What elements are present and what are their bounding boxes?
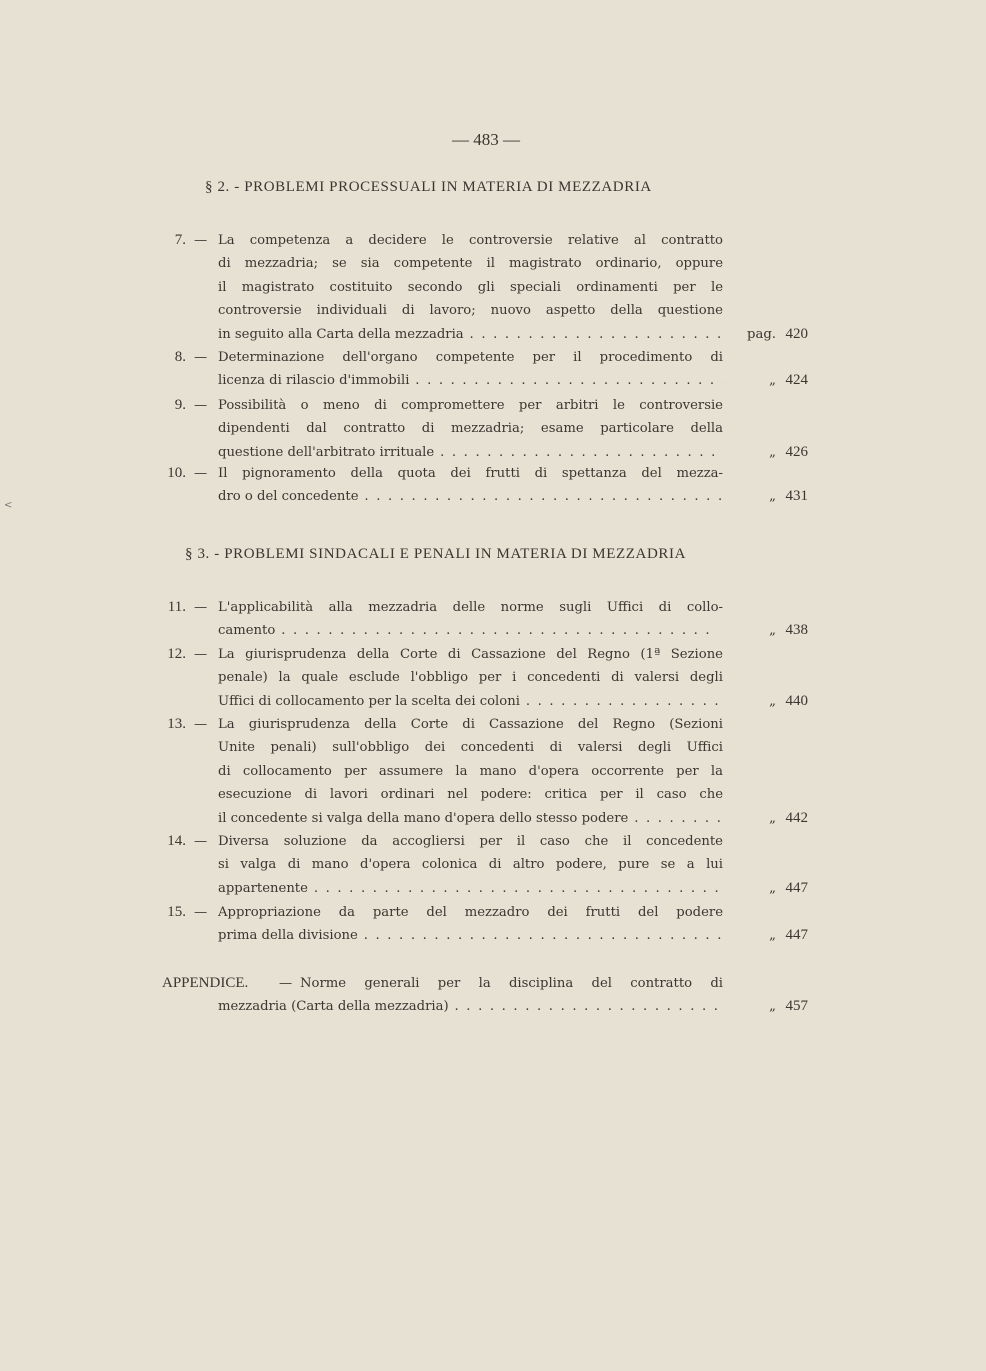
- entry-text: questione dell'arbitrato irrituale . .: [218, 441, 723, 464]
- entry-text: Il pignoramento della quota dei frutti di spettanza del mezza-: [218, 466, 723, 481]
- page-ref: 438: [785, 622, 808, 639]
- toc-line: [150, 995, 810, 1018]
- entry-number: 13.: [167, 716, 186, 732]
- entry-number: 11.: [167, 599, 186, 615]
- toc-entry: [150, 713, 810, 830]
- toc-entry: [150, 346, 810, 393]
- page-ref: 424: [785, 372, 808, 389]
- toc-entry: [150, 462, 810, 509]
- toc-line: [150, 807, 810, 830]
- entry-text: dro o del concedente . .: [218, 485, 723, 508]
- toc-line: [150, 666, 810, 689]
- page-prefix: „: [769, 373, 776, 389]
- entry-text: Diversa soluzione da accogliersi per il caso che il concedente: [218, 834, 723, 849]
- dash: —: [194, 717, 208, 732]
- toc-line: [150, 972, 810, 995]
- entry-text: Appropriazione da parte del mezzadro dei frutti del podere: [218, 905, 723, 920]
- entry-text: Norme generali per la disciplina del contratto di: [300, 976, 723, 991]
- page-ref: 431: [785, 488, 808, 505]
- entry-number: 15.: [167, 904, 186, 920]
- dash: —: [279, 976, 293, 991]
- entry-text: appartenente . .: [218, 877, 723, 900]
- entry-text: La giurisprudenza della Corte di Cassazione del Regno (Sezioni: [218, 717, 723, 732]
- page-prefix: „: [769, 928, 776, 944]
- toc-line: [150, 229, 810, 252]
- page-prefix: „: [769, 623, 776, 639]
- entry-text: penale) la quale esclude l'obbligo per i concedenti di valersi degli: [218, 670, 723, 686]
- entry-text: esecuzione di lavori ordinari nel podere: critica per il caso che: [218, 787, 723, 803]
- toc-entry: [150, 830, 810, 900]
- dash: —: [194, 905, 208, 920]
- page-ref: 440: [785, 692, 808, 709]
- toc-entry: [150, 229, 810, 346]
- toc-line: [150, 924, 810, 947]
- entry-text: La giurisprudenza della Corte di Cassazione del Regno (1ª Sezione: [218, 647, 723, 662]
- toc-entry: [150, 972, 810, 1019]
- entry-text: La competenza a decidere le controversie relative al contratto: [218, 233, 723, 248]
- toc-line: [150, 736, 810, 759]
- page-prefix: pag.: [747, 326, 776, 342]
- toc-line: [150, 596, 810, 619]
- toc-entry: [150, 596, 810, 643]
- entry-text: Possibilità o meno di compromettere per arbitri le controversie: [218, 398, 723, 413]
- entry-text: Determinazione dell'organo competente per il procedimento di: [218, 350, 723, 365]
- toc-line: [150, 323, 810, 346]
- toc-line: [150, 783, 810, 806]
- entry-text: di mezzadria; se sia competente il magistrato ordinario, oppure: [218, 256, 723, 272]
- page-prefix: „: [769, 693, 776, 709]
- page-prefix: „: [769, 810, 776, 826]
- entry-text: licenza di rilascio d'immobili . .: [218, 369, 723, 392]
- entry-text: il concedente si valga della mano d'opera dello stesso podere . .: [218, 807, 723, 830]
- page-ref: 447: [785, 927, 808, 944]
- toc-line: [150, 713, 810, 736]
- page-ref: 442: [785, 809, 808, 826]
- toc-entry: [150, 643, 810, 713]
- entry-text: in seguito alla Carta della mezzadria . .: [218, 323, 723, 346]
- toc-line: [150, 760, 810, 783]
- dash: —: [194, 600, 208, 615]
- toc-line: [150, 394, 810, 417]
- entry-text: controversie individuali di lavoro; nuovo aspetto della questione: [218, 303, 723, 319]
- entry-number: 8.: [174, 349, 186, 365]
- toc-line: [150, 417, 810, 440]
- toc-line: [150, 276, 810, 299]
- toc-line: [150, 619, 810, 642]
- entry-text: Uffici di collocamento per la scelta dei coloni . .: [218, 690, 723, 713]
- toc-line: [150, 877, 810, 900]
- toc-entry: [150, 394, 810, 464]
- entry-number: 14.: [167, 833, 186, 849]
- section-heading-2: § 2. - PROBLEMI PROCESSUALI IN MATERIA DI MEZZADRIA: [205, 179, 652, 195]
- toc-line: [150, 643, 810, 666]
- entry-text: camento . .: [218, 619, 723, 642]
- toc-line: [150, 346, 810, 369]
- entry-text: Unite penali) sull'obbligo dei concedenti di valersi degli Uffici: [218, 740, 723, 756]
- entry-text: L'applicabilità alla mezzadria delle norme sugli Uffici di collo-: [218, 600, 723, 615]
- toc-line: [150, 369, 810, 392]
- page-prefix: „: [769, 999, 776, 1015]
- margin-mark: <: [4, 500, 13, 511]
- dash: —: [194, 466, 208, 481]
- entry-number: APPENDICE.: [162, 975, 249, 991]
- toc-line: [150, 485, 810, 508]
- toc-line: [150, 853, 810, 876]
- toc-line: [150, 690, 810, 713]
- dash: —: [194, 350, 208, 365]
- dash: —: [194, 834, 208, 849]
- toc-line: [150, 299, 810, 322]
- entry-number: 9.: [174, 397, 186, 413]
- toc-entry: [150, 901, 810, 948]
- toc-line: [150, 830, 810, 853]
- toc-line: [150, 252, 810, 275]
- page-number: — 483 —: [452, 130, 520, 149]
- toc-line: [150, 901, 810, 924]
- entry-number: 12.: [167, 646, 186, 662]
- page-prefix: „: [769, 444, 776, 460]
- page-ref: 457: [785, 998, 808, 1015]
- entry-text: dipendenti dal contratto di mezzadria; esame particolare della: [218, 421, 723, 437]
- page-ref: 426: [785, 443, 808, 460]
- page-prefix: „: [769, 880, 776, 896]
- toc-line: [150, 462, 810, 485]
- entry-text: di collocamento per assumere la mano d'opera occorrente per la: [218, 763, 723, 779]
- dash: —: [194, 398, 208, 413]
- page-ref: 447: [785, 879, 808, 896]
- entry-text: prima della divisione . .: [218, 924, 723, 947]
- dash: —: [194, 647, 208, 662]
- entry-text: il magistrato costituito secondo gli speciali ordinamenti per le: [218, 279, 723, 295]
- page-prefix: „: [769, 489, 776, 505]
- toc-line: [150, 441, 810, 464]
- entry-number: 10.: [167, 465, 186, 481]
- dash: —: [194, 233, 208, 248]
- entry-text: si valga di mano d'opera colonica di altro podere, pure se a lui: [218, 857, 723, 873]
- page-ref: 420: [785, 325, 808, 342]
- section-heading-3: § 3. - PROBLEMI SINDACALI E PENALI IN MATERIA DI MEZZADRIA: [185, 546, 687, 562]
- entry-number: 7.: [174, 232, 186, 248]
- entry-text: mezzadria (Carta della mezzadria) . .: [218, 995, 723, 1018]
